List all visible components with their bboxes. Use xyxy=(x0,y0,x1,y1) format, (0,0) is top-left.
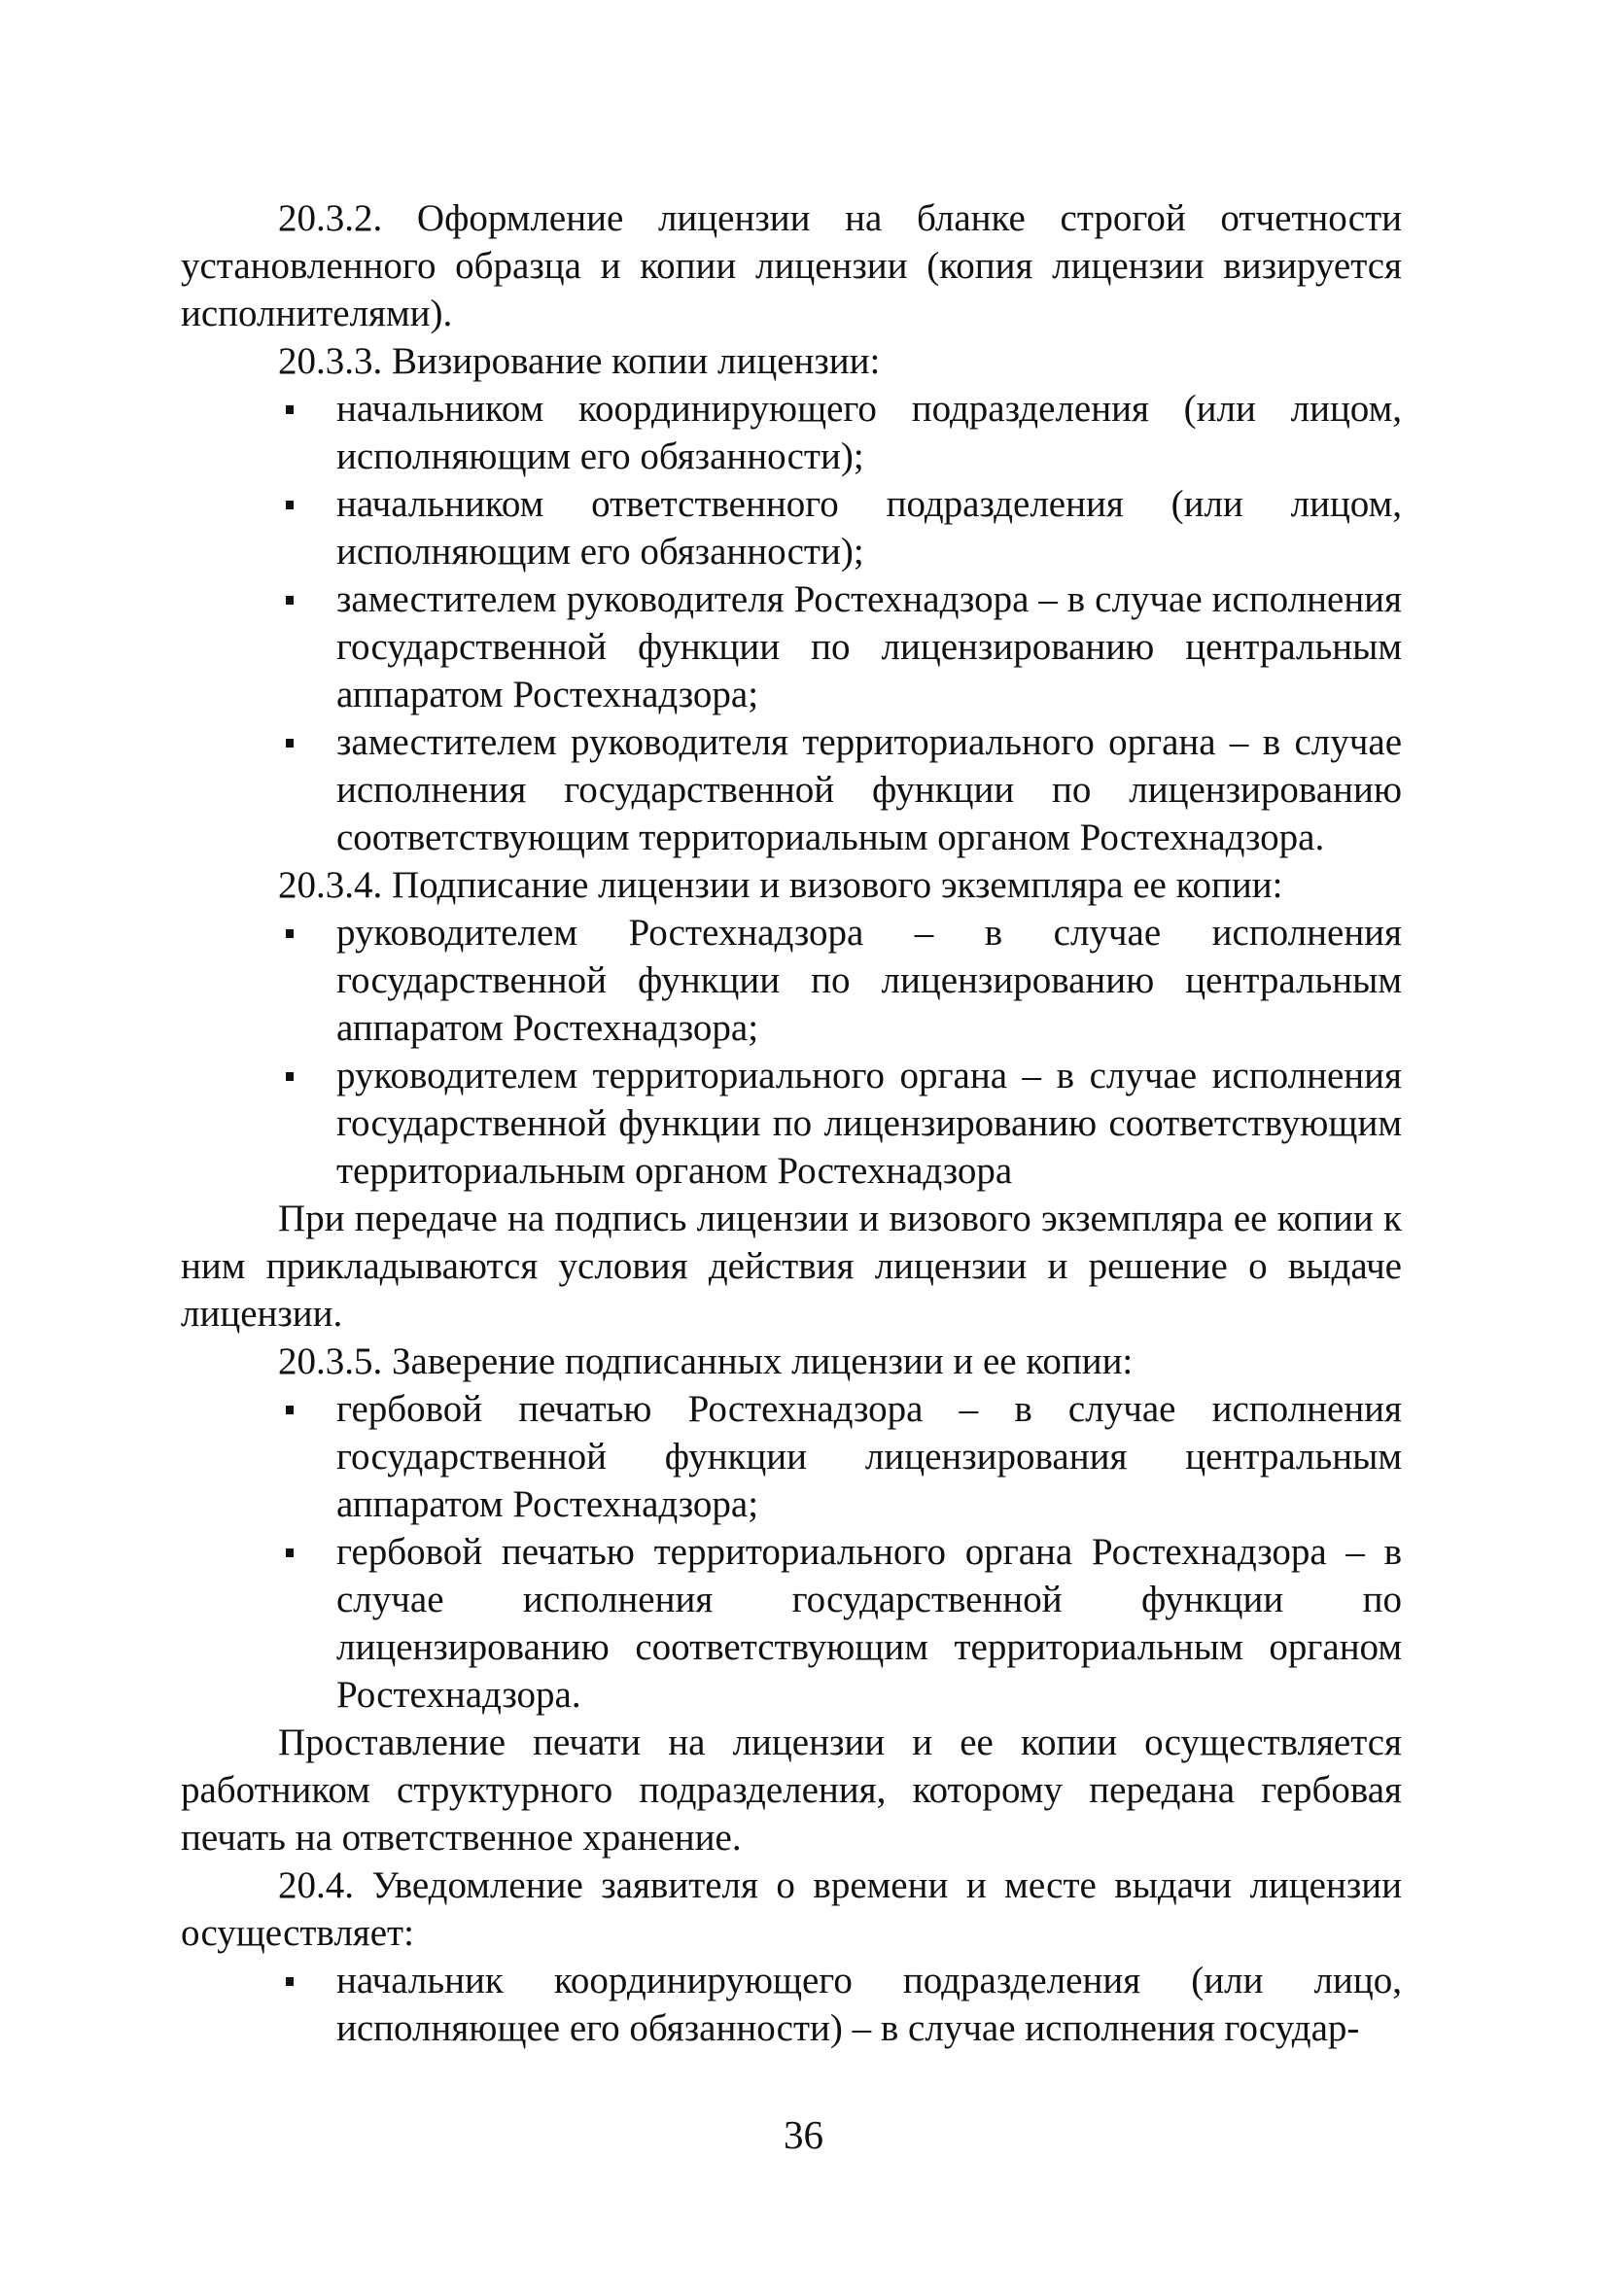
section-heading: 20.4. Уведомление заявителя о времени и месте выдачи лицензии осуществляет: xyxy=(181,1864,1402,1954)
bullet-item xyxy=(181,480,1402,575)
section-heading: 20.3.3. Визирование копии лицензии: xyxy=(278,340,881,382)
bullet-marker xyxy=(286,1406,294,1414)
bullet-marker xyxy=(286,501,294,509)
bullet-item xyxy=(181,1052,1402,1195)
bullet-item xyxy=(181,1957,1402,2052)
bullet-item xyxy=(181,1528,1402,1719)
bullet-marker xyxy=(286,929,294,938)
bullet-text: руководителем Ростехнадзора – в случае исполнения государственной функции по лицензированию центральным аппаратом Ростехнадзора; xyxy=(336,912,1402,1049)
bullet-item xyxy=(181,385,1402,480)
bullet-text: начальником координирующего подразделения (или лицом, исполняющим его обязанности); xyxy=(336,388,1402,477)
paragraph: При передаче на подпись лицензии и визового экземпляра ее копии к ним прикладываются условия действия лицензии и решение о выдаче лицензии. xyxy=(181,1198,1402,1335)
bullet-text: начальником ответственного подразделения (или лицом, исполняющим его обязанности); xyxy=(336,483,1402,573)
bullet-marker xyxy=(286,596,294,605)
bullet-text: руководителем территориального органа – в случае исполнения государственной функции по лицензированию соответствующим территориальным органом Ростехнадзора xyxy=(336,1055,1402,1192)
bullet-item xyxy=(181,718,1402,861)
bullet-marker xyxy=(286,1072,294,1081)
bullet-text: заместителем руководителя Ростехнадзора – в случае исполнения государственной функции по лицензированию центральным аппаратом Ростехнадзора; xyxy=(336,578,1402,715)
bullet-item xyxy=(181,575,1402,718)
bullet-text: начальник координирующего подразделения (или лицо, исполняющее его обязанности) – в случае исполнения государ- xyxy=(336,1960,1402,2049)
bullet-marker xyxy=(286,405,294,414)
bullet-text: гербовой печатью территориального органа Ростехнадзора – в случае исполнения государственной функции по лицензированию соответствующим территориальным органом Ростехнадзора. xyxy=(336,1531,1402,1716)
page-number: 36 xyxy=(784,2112,823,2157)
bullet-item xyxy=(181,909,1402,1052)
bullet-list xyxy=(181,1385,1402,1719)
page-body xyxy=(181,194,1402,2052)
paragraph: 20.3.2. Оформление лицензии на бланке строгой отчетности установленного образца и копии лицензии (копия лицензии визируется исполнителями). xyxy=(181,197,1402,334)
bullet-item xyxy=(181,1385,1402,1528)
bullet-list xyxy=(181,1957,1402,2052)
bullet-text: заместителем руководителя территориального органа – в случае исполнения государственной функции по лицензированию соответствующим территориальным органом Ростехнадзора. xyxy=(336,721,1402,858)
bullet-marker xyxy=(286,739,294,748)
bullet-text: гербовой печатью Ростехнадзора – в случае исполнения государственной функции лицензирования центральным аппаратом Ростехнадзора; xyxy=(336,1388,1402,1525)
section-heading: 20.3.5. Заверение подписанных лицензии и ее копии: xyxy=(278,1340,1134,1382)
paragraph: Проставление печати на лицензии и ее копии осуществляется работником структурного подразделения, которому передана гербовая печать на ответственное хранение. xyxy=(181,1722,1402,1859)
section-heading: 20.3.4. Подписание лицензии и визового экземпляра ее копии: xyxy=(278,864,1283,906)
bullet-list xyxy=(181,385,1402,861)
bullet-marker xyxy=(286,1548,294,1557)
bullet-marker xyxy=(286,1977,294,1986)
bullet-list xyxy=(181,909,1402,1195)
